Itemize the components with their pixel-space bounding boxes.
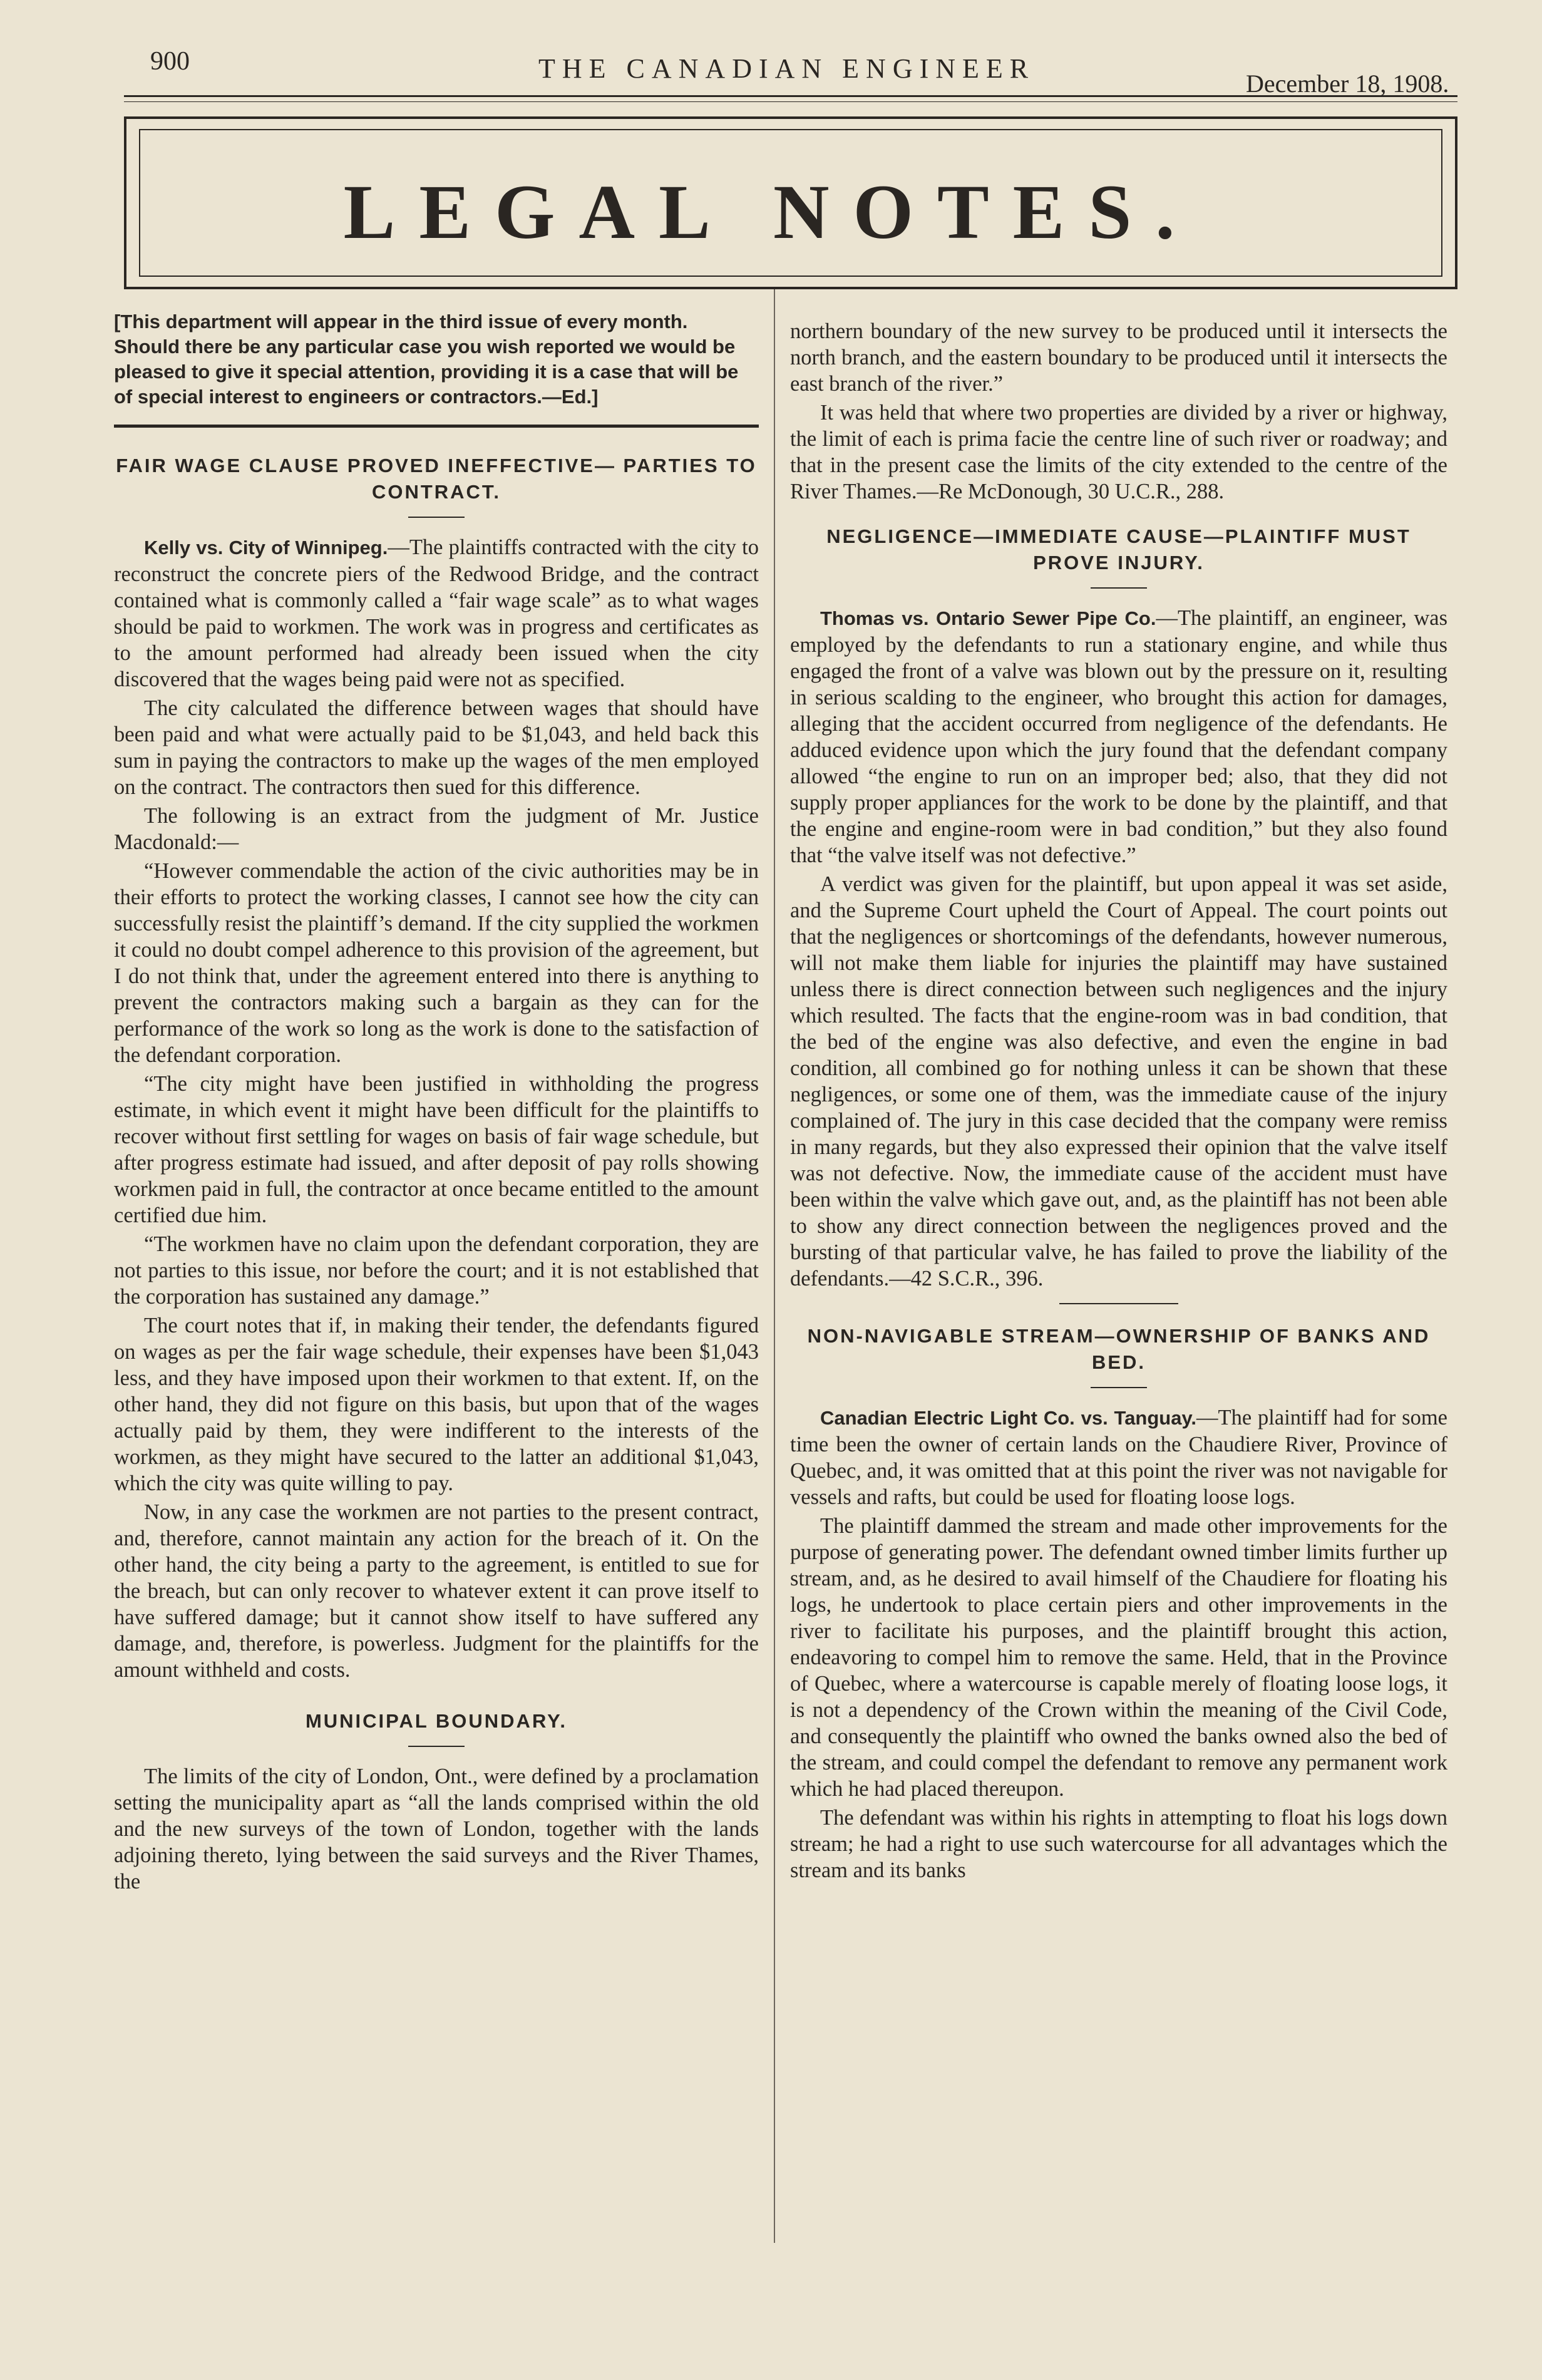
article-paragraph: “The city might have been justified in withholding the progress estimate, in which event it might have been difficult for the plaintiffs to recover without first settling for wages on basis of fair wage schedule, but after progress estimate had issued, and after deposit of pay rolls showing workmen paid in full, the contractor at once became entitled to the amount certified due him. — [114, 1072, 759, 1227]
article-paragraph: northern boundary of the new survey to be produced until it intersects the north branch, and the eastern boundary to be produced until it intersects the east branch of the river.” — [790, 319, 1447, 396]
heading-fair-wage: FAIR WAGE CLAUSE PROVED INEFFECTIVE— PARTIES TO CONTRACT. — [116, 455, 757, 503]
article-paragraph: The limits of the city of London, Ont., were defined by a proclamation setting the municipality apart as “all the lands comprised within the old and the new surveys of the town of London, together with the lands adjoining thereto, lying between the said surveys and the River Thames, the — [114, 1764, 759, 1893]
article-paragraph: Canadian Electric Light Co. vs. Tanguay.—The plaintiff had for some time been the owner of certain lands on the Chaudiere River, Province of Quebec, and, it was omitted that at this point the river was not navigable for vessels and rafts, but could be used for floating loose logs. — [790, 1406, 1448, 1509]
left-column — [114, 309, 759, 1897]
heading-non-navigable-stream: NON-NAVIGABLE STREAM—OWNERSHIP OF BANKS AND BED. — [807, 1325, 1431, 1373]
article-paragraph: The defendant was within his rights in attempting to float his logs down stream; he had a right to use such watercourse for all advantages which the stream and its banks — [790, 1806, 1447, 1882]
article-paragraph: The following is an extract from the judgment of Mr. Justice Macdonald:— — [114, 804, 759, 854]
heading-municipal-boundary: MUNICIPAL BOUNDARY. — [305, 1710, 568, 1732]
article-separator — [1059, 1303, 1178, 1304]
heading-negligence: NEGLIGENCE—IMMEDIATE CAUSE—PLAINTIFF MUST PROVE INJURY. — [826, 525, 1411, 574]
issue-date: December 18, 1908. — [1246, 70, 1449, 98]
page-number: 900 — [150, 47, 190, 76]
header-rule-top — [124, 95, 1457, 97]
case-name: Thomas vs. Ontario Sewer Pipe Co. — [820, 607, 1156, 629]
article-paragraph: Thomas vs. Ontario Sewer Pipe Co.—The plaintiff, an engineer, was employed by the defendants to run a stationary engine, and while thus engaged the front of a valve was blown out by the pressure on it, resulting in serious scalding to the engineer, who brought this action for damages, alleging that the accident occurred from negligence of the defendants. He adduced evidence upon which the jury found that the defendant company allowed “the engine to run on an improper bed; also, that they did not supply proper appliances for the work to be done by the plaintiff, and that the engine and engine-room were in bad condition,” but they also found that “the valve itself was not defective.” — [790, 606, 1447, 867]
note-rule — [114, 425, 759, 428]
heading-rule — [408, 1746, 465, 1747]
article-paragraph: It was held that where two properties are divided by a river or highway, the limit of each is prima facie the centre line of such river or roadway; and that in the present case the limits of the city extended to the centre of the River Thames.—Re McDonough, 30 U.C.R., 288. — [790, 401, 1447, 503]
heading-rule — [1091, 1387, 1147, 1388]
right-column — [790, 318, 1447, 1886]
article-paragraph: A verdict was given for the plaintiff, but upon appeal it was set aside, and the Supreme Court upheld the Court of Appeal. The court points out that the negligences or shortcomings of the defendants, however numerous, will not make them liable for injuries the plaintiff may have sustained unless there is direct connection between such negligences and the injury which resulted. The facts that the engine-room was in bad condition, that the bed of the engine was also defective, and even the engine in bad condition, all combined go for nothing unless it can be shown that these negligences, or some one of them, was the immediate cause of the injury complained of. The jury in this case decided that the company were remiss in many regards, but they also expressed their opinion that the valve itself was not defective. Now, the immediate cause of the accident must have been within the valve which gave out, and, as the plaintiff has not been able to show any direct connection between the negligences proved and the bursting of that particular valve, he has failed to prove the liability of the defendants.—42 S.C.R., 396. — [790, 872, 1447, 1290]
heading-rule — [408, 517, 465, 518]
journal-title: THE CANADIAN ENGINEER — [538, 53, 1036, 84]
editorial-note: [This department will appear in the third issue of every month. Should there be any particular case you wish reported we would be pleased to give it special attention, providing it is a case that will be of special interest to engineers or contractors.—Ed.] — [114, 311, 739, 408]
article-paragraph: Kelly vs. City of Winnipeg.—The plaintiffs contracted with the city to reconstruct the concrete piers of the Redwood Bridge, and the contract contained what is commonly called a “fair wage scale” as to what wages should be paid to workmen. The work was in progress and certificates as to the amount performed had already been issued when the city discovered that the wages being paid were not as specified. — [114, 535, 759, 691]
article-paragraph: The city calculated the difference between wages that should have been paid and what were actually paid to be $1,043, and held back this sum in paying the contractors to make up the wages of the men employed on the contract. The contractors then sued for this difference. — [114, 696, 759, 799]
column-divider — [774, 289, 775, 2243]
article-paragraph: “The workmen have no claim upon the defendant corporation, they are not parties to this issue, nor before the court; and it is not established that the corporation has sustained any damage.” — [114, 1232, 759, 1309]
header-rule-bottom — [124, 101, 1457, 102]
article-paragraph: The plaintiff dammed the stream and made other improvements for the purpose of generating power. The defendant owned timber limits further up stream, and, as he desired to avail himself of the Chaudiere for floating his logs, he undertook to place certain piers and other improvements in the river to facilitate his purposes, and the plaintiff brought this action, endeavoring to compel him to remove the same. Held, that in the Province of Quebec, where a watercourse is capable merely of floating loose logs, it is not a dependency of the Crown within the meaning of the Civil Code, and consequently the plaintiff who owned the banks owned also the bed of the stream, and could compel the defendant to remove any permanent work which he had placed thereupon. — [790, 1514, 1447, 1801]
heading-rule — [1091, 587, 1147, 589]
article-paragraph: “However commendable the action of the civic authorities may be in their efforts to protect the working classes, I cannot see how the city can successfully resist the plaintiff’s demand. If the city supplied the workmen it could no doubt compel adherence to this provision of the agreement, but I do not think that, under the agreement entered into there is anything to prevent the contractors making such a bargain as they can for the performance of the work so long as the work is done to the satisfaction of the defendant corporation. — [114, 859, 759, 1067]
article-paragraph: The court notes that if, in making their tender, the defendants figured on wages as per the fair wage schedule, their expenses have been $1,043 less, and they have imposed upon their workmen to that extent. If, on the other hand, they did not figure on this basis, but upon that of the wages actually paid by them, they were indifferent to the interests of the workmen, as they might have secured to the latter an additional $1,043, which the city was quite willing to pay. — [114, 1314, 759, 1495]
section-title: LEGAL NOTES. — [343, 169, 1199, 255]
article-paragraph: Now, in any case the workmen are not parties to the present contract, and, therefore, cannot maintain any action for the breach of it. On the other hand, the city being a party to the agreement, is entitled to sue for the breach, but can only recover to whatever extent it can prove itself to have suffered damage; but it cannot show itself to have suffered any damage, and, therefore, is powerless. Judgment for the plaintiffs for the amount withheld and costs. — [114, 1500, 759, 1682]
case-name: Canadian Electric Light Co. vs. Tanguay. — [820, 1407, 1197, 1429]
case-name: Kelly vs. City of Winnipeg. — [144, 537, 388, 559]
